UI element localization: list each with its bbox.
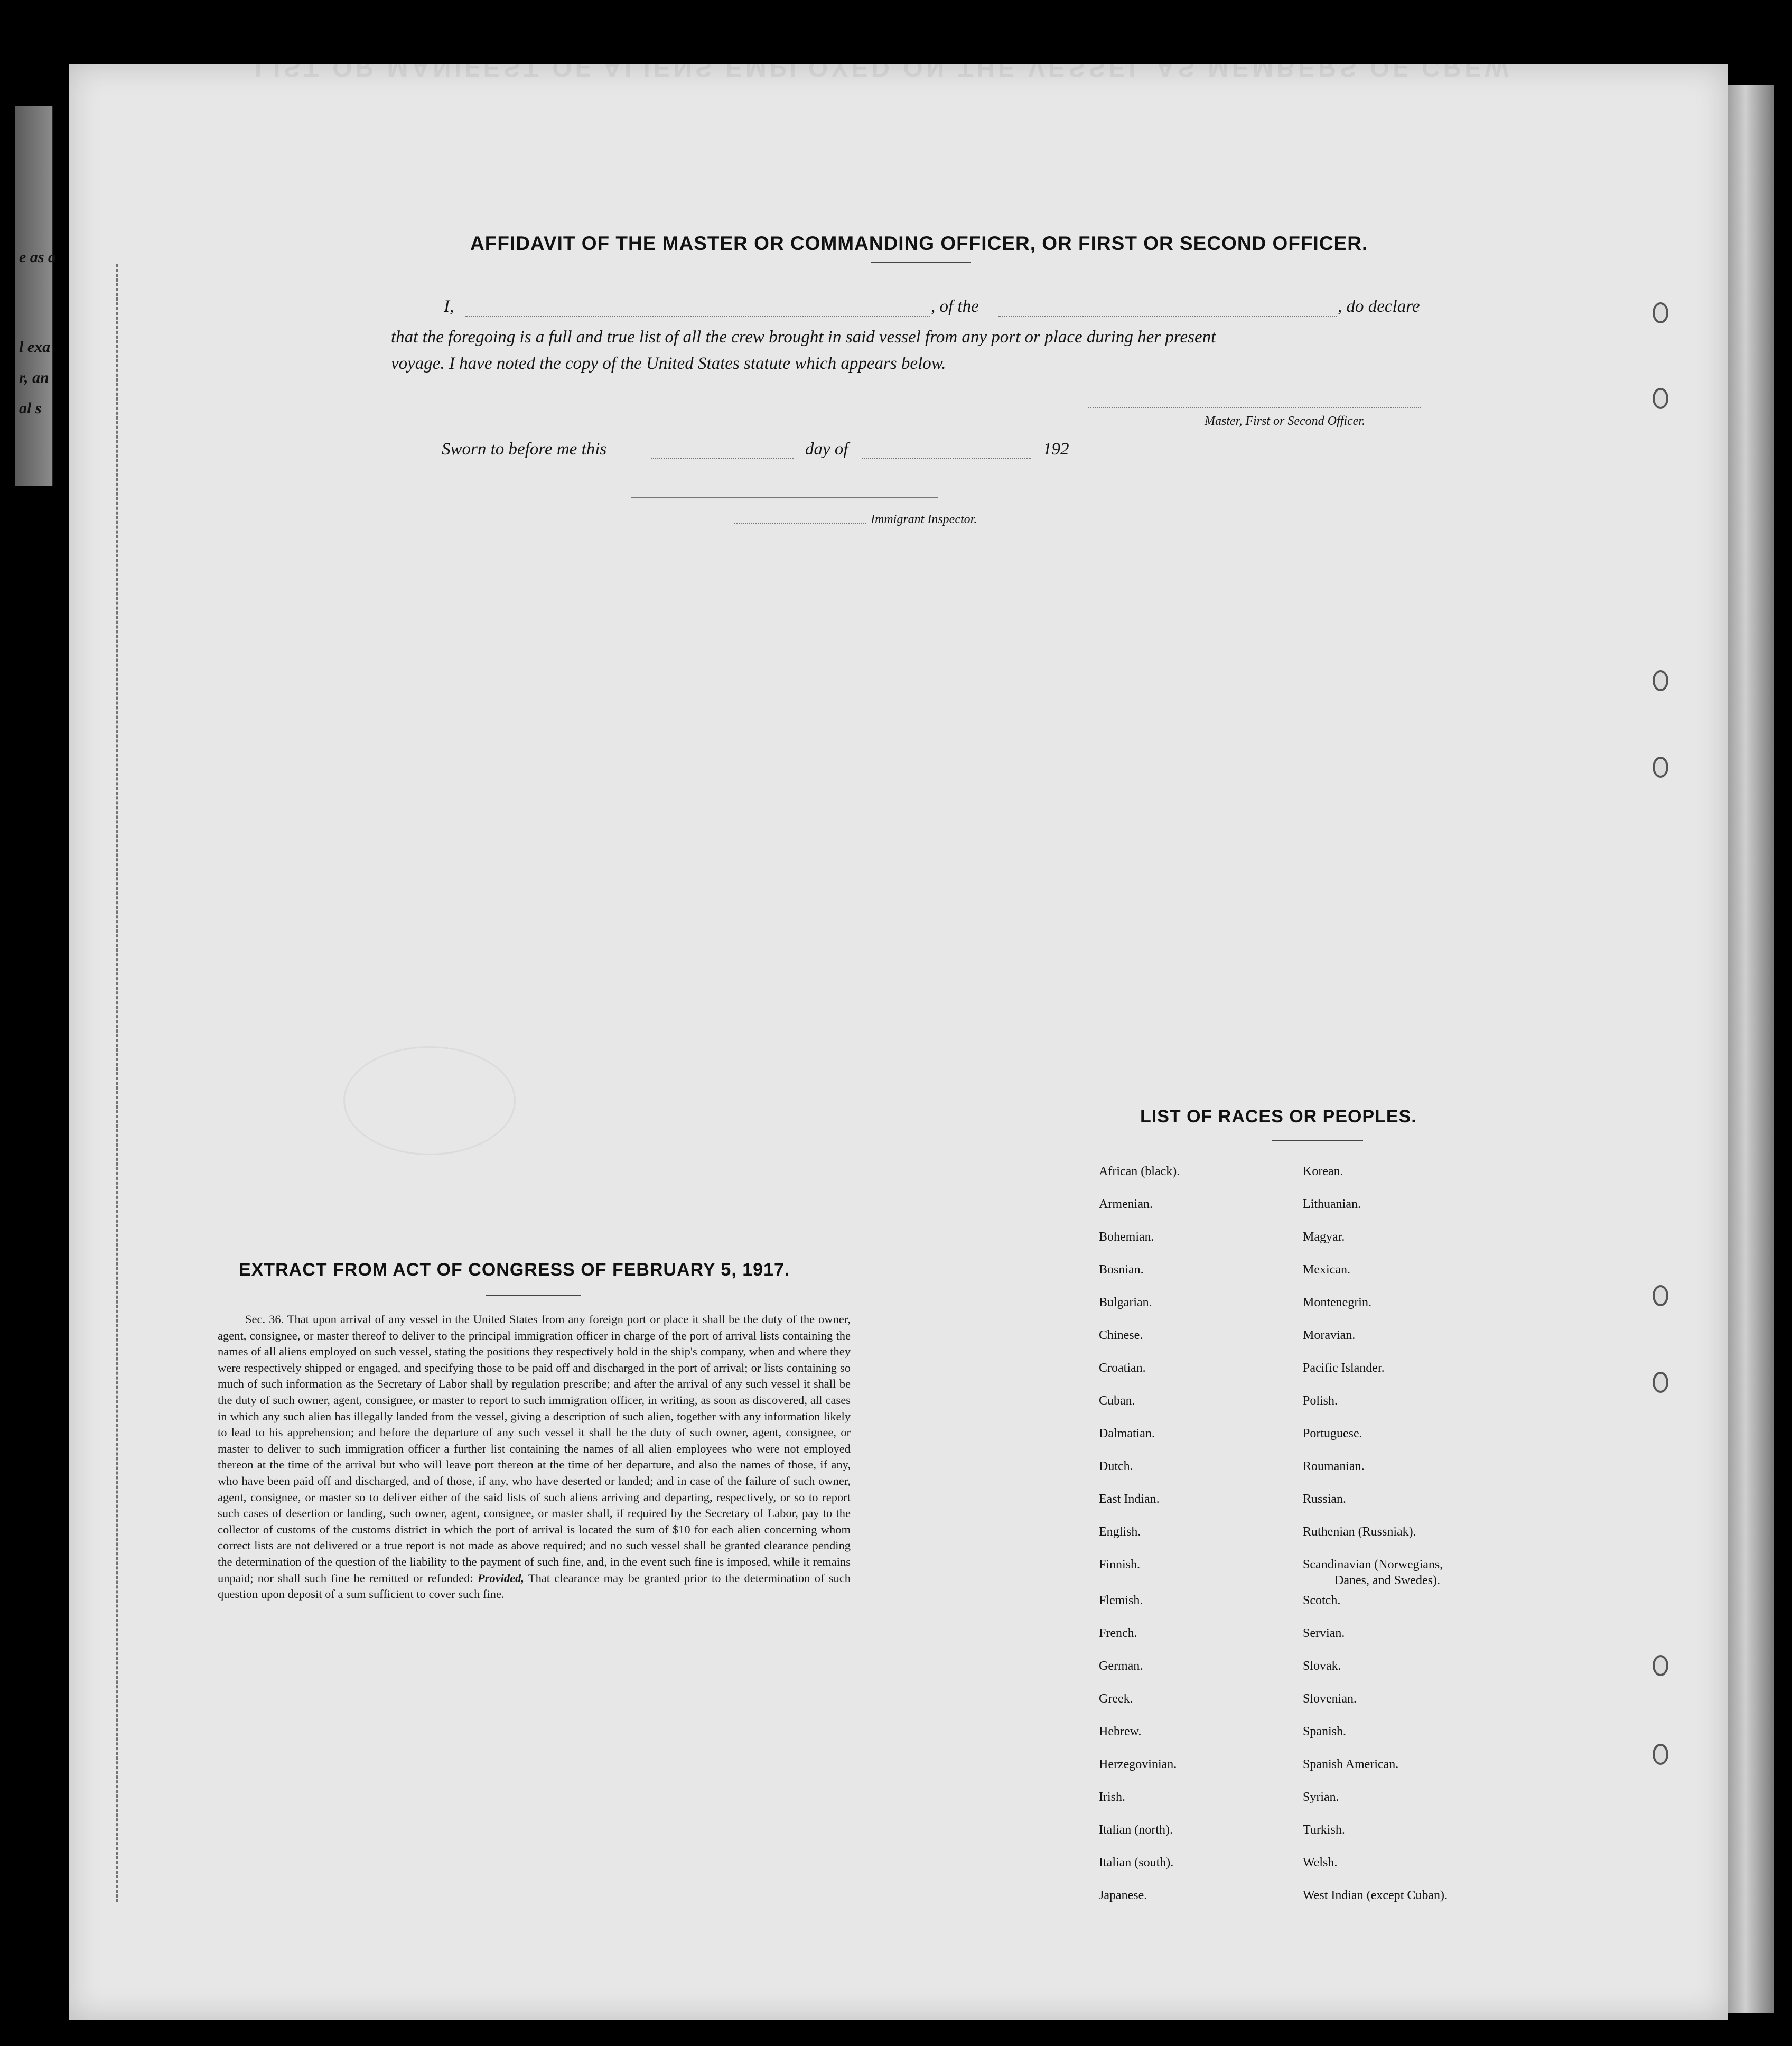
race-item: Italian (north).: [1099, 1823, 1173, 1837]
fragment-text: al s: [19, 399, 42, 417]
race-item: Slovenian.: [1303, 1692, 1357, 1706]
race-item: Japanese.: [1099, 1889, 1147, 1902]
binder-hole: [1653, 1372, 1668, 1393]
vessel-blank: [998, 316, 1337, 317]
faint-stamp: [343, 1046, 516, 1155]
binder-hole: [1653, 757, 1668, 778]
inspector-signature-line: [734, 523, 866, 524]
torn-edge-marks: [116, 264, 128, 1902]
name-blank: [465, 316, 930, 317]
month-blank: [862, 458, 1031, 459]
section-label: Sec. 36.: [245, 1313, 284, 1326]
race-item: Chinese.: [1099, 1328, 1143, 1342]
master-label: Master, First or Second Officer.: [1205, 414, 1365, 428]
race-item: Herzegovinian.: [1099, 1757, 1177, 1771]
race-item: Welsh.: [1303, 1856, 1338, 1870]
race-item: Croatian.: [1099, 1361, 1146, 1375]
bleed-through-text: LIST OR MANIFEST OF ALIENS EMPLOYED ON THE VESSEL AS MEMBERS OF CREW.: [254, 53, 1521, 81]
adjacent-page-strip: [15, 106, 56, 486]
race-item: Italian (south).: [1099, 1856, 1174, 1870]
affidavit-line2: that the foregoing is a full and true list of all the crew brought in said vessel from any port or place during her present: [391, 328, 1216, 347]
race-item: Spanish.: [1303, 1725, 1347, 1738]
race-item: Russian.: [1303, 1492, 1347, 1506]
race-item: Roumanian.: [1303, 1459, 1365, 1473]
binder-hole: [1653, 302, 1668, 323]
day-blank: [651, 458, 794, 459]
affidavit-of-the: , of the: [931, 297, 979, 316]
race-item: Magyar.: [1303, 1230, 1345, 1244]
race-item: Moravian.: [1303, 1328, 1356, 1342]
race-item: Armenian.: [1099, 1197, 1153, 1211]
race-item: Danes, and Swedes).: [1334, 1574, 1440, 1587]
affidavit-do-declare: , do declare: [1338, 297, 1420, 316]
binder-hole: [1653, 388, 1668, 409]
race-item: Dalmatian.: [1099, 1427, 1155, 1440]
race-item: Turkish.: [1303, 1823, 1345, 1837]
race-item: Pacific Islander.: [1303, 1361, 1385, 1375]
master-signature-line: [1088, 407, 1421, 408]
race-item: Korean.: [1303, 1165, 1343, 1178]
binder-hole: [1653, 670, 1668, 691]
race-item: Flemish.: [1099, 1594, 1143, 1607]
race-item: West Indian (except Cuban).: [1303, 1889, 1448, 1902]
affidavit-title: AFFIDAVIT OF THE MASTER OR COMMANDING OFFICER, OR FIRST OR SECOND OFFICER.: [470, 232, 1368, 254]
race-item: Finnish.: [1099, 1558, 1141, 1571]
race-item: German.: [1099, 1659, 1143, 1673]
binder-hole: [1653, 1285, 1668, 1306]
provided-text: Provided,: [477, 1571, 525, 1585]
race-item: Mexican.: [1303, 1263, 1350, 1277]
year-text: 192: [1043, 440, 1069, 459]
races-title: LIST OF RACES OR PEOPLES.: [1140, 1106, 1417, 1127]
race-item: Portuguese.: [1303, 1427, 1362, 1440]
race-item: Montenegrin.: [1303, 1296, 1371, 1309]
race-item: Ruthenian (Russniak).: [1303, 1525, 1416, 1539]
race-item: Irish.: [1099, 1790, 1125, 1804]
race-item: Bohemian.: [1099, 1230, 1154, 1244]
race-item: Servian.: [1303, 1626, 1345, 1640]
races-left-column: [1099, 1164, 1180, 1920]
divider-rule: [631, 497, 938, 498]
race-item: Scotch.: [1303, 1594, 1341, 1607]
page-edge: [1726, 85, 1774, 2013]
race-item: Bosnian.: [1099, 1263, 1144, 1277]
title-rule: [871, 262, 971, 263]
race-item: East Indian.: [1099, 1492, 1160, 1506]
day-of-text: day of: [805, 440, 848, 459]
race-item: African (black).: [1099, 1165, 1180, 1178]
race-item: French.: [1099, 1626, 1137, 1640]
extract-text-part1: That upon arrival of any vessel in the United States from any foreign port or place it shall be the duty of the owner, agent, consignee, or master thereof to deliver to the principal immigration officer in charge of the port of arrival lists containing the names of all aliens employed on such vessel, stating the positions they respectively hold in the ship's company, when and where they were respectively shipped or engaged, and specifying those to be paid off and discharged in the port of arrival; or lists containing so much of such information as the Secretary of Labor shall by regulation prescribe; and after the arrival of any such vessel it shall be the duty of such owner, agent, consignee, or master to report to such immigration officer, in writing, as soon as discovered, all cases in which any such alien has illegally landed from the vessel, giving a description of such alien, together with any information likely to lead to his apprehension; and before the departure of any such vessel it shall be the duty of such owner, agent, consignee, or master to deliver to such immigration officer a further list containing the names of all alien employees who were not employed thereon at the time of the arrival but who will leave port thereon at the time of her departure, and also the names of those, if any, who have been paid off and discharged, and of those, if any, who have deserted or landed; and in case of the failure of such owner, agent, consignee, or master so to deliver either of the said lists of such aliens arriving and departing, respectively, or so to report such cases of desertion or landing, such owner, agent, consignee, or master shall, if required by the Secretary of Labor, pay to the collector of customs of the customs district in which the port of arrival is located the sum of $10 for each alien concerning whom correct lists are not delivered or a true report is not made as above required; and no such vessel shall be granted clearance pending the determination of the question of the liability to the payment of such fine, and, in the event such fine is imposed, while it remains unpaid; nor shall such fine be remitted or refunded:: [218, 1313, 851, 1585]
extract-body: [218, 1312, 851, 1603]
races-right-column: [1303, 1164, 1448, 1920]
fragment-text: r, an: [19, 369, 49, 386]
fragment-text: l exa: [19, 338, 51, 356]
extract-title-rule: [486, 1295, 581, 1296]
sworn-text: Sworn to before me this: [442, 440, 607, 459]
race-item: Cuban.: [1099, 1394, 1135, 1408]
race-item: Syrian.: [1303, 1790, 1339, 1804]
extract-text-part2: That clearance may be granted prior to the determination of such question upon deposit of a sum sufficient to cover such fine.: [218, 1571, 851, 1601]
race-item: English.: [1099, 1525, 1141, 1539]
race-item: Spanish American.: [1303, 1757, 1399, 1771]
binder-hole: [1653, 1744, 1668, 1765]
affidavit-line3: voyage. I have noted the copy of the United States statute which appears below.: [391, 354, 946, 373]
race-item: Scandinavian (Norwegians,: [1303, 1558, 1443, 1571]
affidavit-i: I,: [444, 297, 454, 316]
extract-title: EXTRACT FROM ACT OF CONGRESS OF FEBRUARY 5, 1917.: [239, 1260, 790, 1280]
race-item: Polish.: [1303, 1394, 1338, 1408]
race-item: Greek.: [1099, 1692, 1133, 1706]
races-title-rule: [1272, 1140, 1363, 1141]
inspector-label: Immigrant Inspector.: [871, 513, 977, 526]
binder-hole: [1653, 1655, 1668, 1676]
race-item: Dutch.: [1099, 1459, 1133, 1473]
race-item: Hebrew.: [1099, 1725, 1142, 1738]
race-item: Lithuanian.: [1303, 1197, 1361, 1211]
race-item: Slovak.: [1303, 1659, 1341, 1673]
fragment-text: e as a: [19, 248, 56, 266]
race-item: Bulgarian.: [1099, 1296, 1152, 1309]
